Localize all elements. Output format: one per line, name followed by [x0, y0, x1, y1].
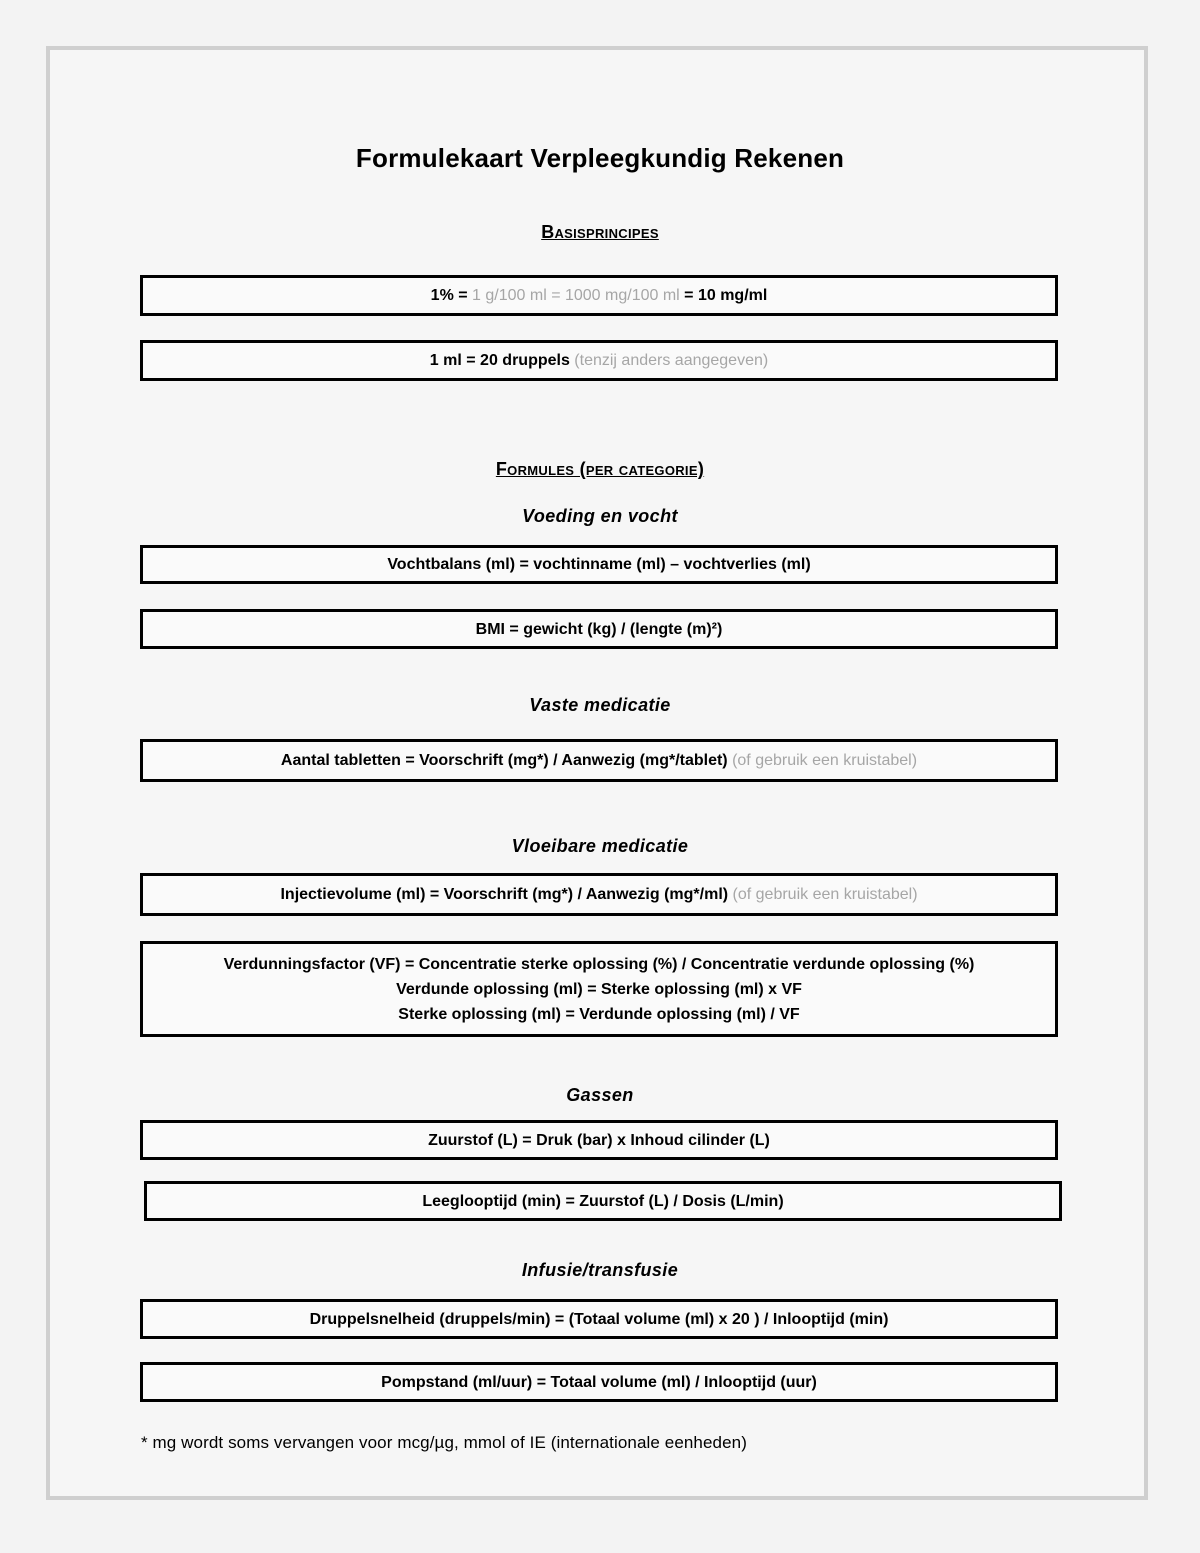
formula-box-pompstand — [140, 1362, 1058, 1402]
formula-box-tabletten — [140, 739, 1058, 782]
verdunningsfactor-formula: Verdunningsfactor (VF) = Concentratie sterke oplossing (%) / Concentratie verdunde oplossing (%) — [223, 955, 975, 973]
formula-box-vochtbalans — [140, 545, 1058, 584]
vaste-medicatie-heading: Vaste medicatie — [529, 695, 671, 715]
druppels-prefix: 1 ml = 20 druppels — [429, 352, 575, 369]
druppelsnelheid-formula: Druppelsnelheid (druppels/min) = (Totaal volume (ml) x 20 ) / Inlooptijd (min) — [309, 1310, 889, 1328]
gassen-heading: Gassen — [566, 1085, 634, 1105]
infusie-heading: Infusie/transfusie — [521, 1260, 679, 1280]
tabletten-formula — [281, 748, 917, 773]
tabletten-main: Aantal tabletten = Voorschrift (mg*) / Aanwezig (mg*/tablet) — [280, 752, 733, 769]
percentage-suffix: = 10 mg/ml — [679, 287, 768, 304]
formula-box-percentage — [140, 275, 1058, 316]
percentage-formula — [431, 283, 768, 308]
formula-box-leeglooptijd — [144, 1181, 1062, 1221]
leeglooptijd-formula: Leeglooptijd (min) = Zuurstof (L) / Dosis (L/min) — [422, 1192, 784, 1210]
injectie-grey-text: (of gebruik een kruistabel) — [732, 886, 918, 903]
druppels-formula — [430, 348, 768, 373]
bmi-formula: BMI = gewicht (kg) / (lengte (m)²) — [475, 620, 723, 638]
zuurstof-formula: Zuurstof (L) = Druk (bar) x Inhoud cilinder (L) — [428, 1131, 770, 1149]
percentage-prefix: 1% = — [430, 287, 473, 304]
tabletten-grey-text: (of gebruik een kruistabel) — [732, 752, 918, 769]
verdunde-oplossing-formula: Verdunde oplossing (ml) = Sterke oplossing (ml) x VF — [396, 980, 802, 998]
formula-box-zuurstof — [140, 1120, 1058, 1160]
sterke-oplossing-formula: Sterke oplossing (ml) = Verdunde oplossing (ml) / VF — [398, 1005, 800, 1023]
formula-box-druppels — [140, 340, 1058, 381]
voeding-heading: Voeding en vocht — [522, 506, 678, 526]
formula-box-bmi — [140, 609, 1058, 649]
vloeibare-medicatie-heading: Vloeibare medicatie — [511, 836, 689, 856]
formula-box-injectie — [140, 873, 1058, 916]
injectie-formula — [280, 882, 917, 907]
percentage-grey-text: 1 g/100 ml = 1000 mg/100 ml — [472, 287, 680, 304]
page-title: Formulekaart Verpleegkundig Rekenen — [355, 143, 845, 173]
formula-box-verdunning — [140, 941, 1058, 1037]
pompstand-formula: Pompstand (ml/uur) = Totaal volume (ml) / Inlooptijd (uur) — [381, 1373, 817, 1391]
injectie-main: Injectievolume (ml) = Voorschrift (mg*) / Aanwezig (mg*/ml) — [280, 886, 733, 903]
druppels-grey-text: (tenzij anders aangegeven) — [574, 352, 769, 369]
formula-box-druppelsnelheid — [140, 1299, 1058, 1339]
basisprincipes-heading: Basisprincipes — [541, 222, 659, 242]
footnote: * mg wordt soms vervangen voor mcg/µg, mmol of IE (internationale eenheden) — [141, 1433, 747, 1452]
formules-heading: Formules (per categorie) — [495, 459, 705, 479]
vochtbalans-formula: Vochtbalans (ml) = vochtinname (ml) – vochtverlies (ml) — [387, 556, 811, 573]
